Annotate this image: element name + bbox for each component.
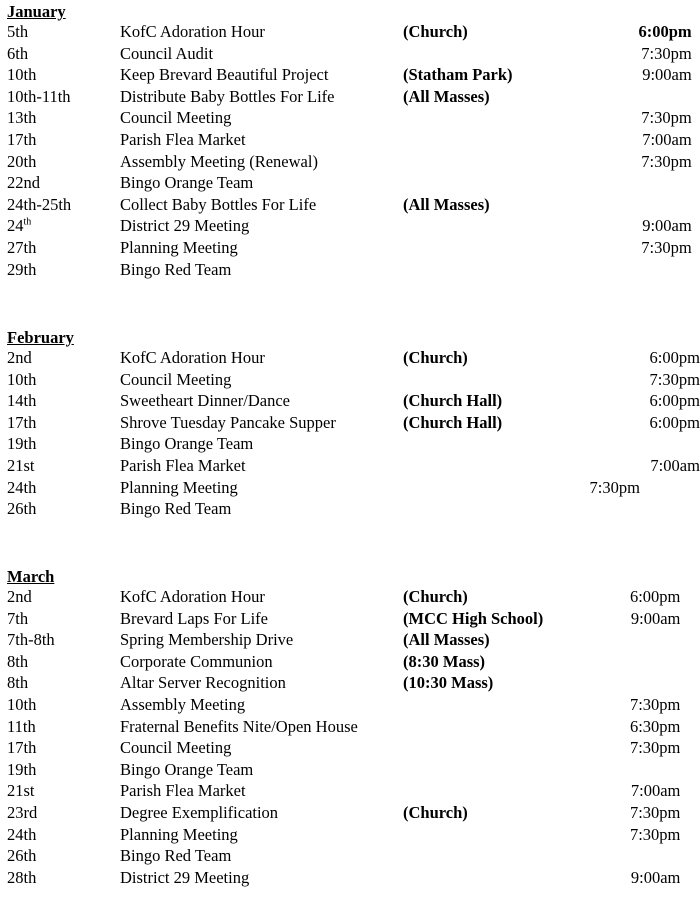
event-row (7, 215, 692, 237)
event-date (7, 802, 37, 824)
event-date-text: 19th (7, 759, 37, 779)
event-title: Altar Server Recognition (120, 673, 286, 693)
event-date-text: 17th (7, 738, 37, 758)
event-title: KofC Adoration Hour (120, 22, 265, 41)
event-title: Shrove Tuesday Pancake Supper (120, 412, 336, 432)
event-row (7, 390, 700, 412)
event-location: (MCC High School) (403, 608, 544, 628)
event-row (7, 107, 692, 129)
event-date-text: 11th (7, 716, 36, 736)
event-date (7, 259, 36, 281)
event-row (7, 412, 700, 434)
event-time: 6:00pm (649, 412, 700, 432)
event-row (7, 259, 232, 281)
event-time: 9:00am (630, 608, 681, 628)
event-date (7, 107, 36, 129)
event-title: Planning Meeting (120, 824, 238, 844)
event-date (7, 433, 36, 455)
event-date-text: 22nd (7, 173, 40, 193)
event-title: Parish Flea Market (120, 781, 246, 801)
event-row (7, 129, 692, 151)
event-time: 6:00pm (638, 22, 692, 41)
event-title: Bingo Orange Team (120, 759, 254, 779)
event-location: (Church) (403, 802, 468, 822)
event-date (7, 151, 36, 173)
event-title: Bingo Red Team (120, 499, 232, 519)
event-row (7, 759, 254, 781)
event-time: 6:00pm (649, 391, 700, 411)
month-section-january (7, 2, 692, 280)
event-time: 7:00am (650, 455, 700, 475)
event-title: Council Audit (120, 43, 214, 63)
event-row (7, 237, 692, 259)
event-title: Collect Baby Bottles For Life (120, 194, 317, 214)
event-row (7, 347, 700, 369)
event-title: Council Meeting (120, 738, 232, 758)
event-date-text: 17th (7, 129, 37, 149)
event-title: Bingo Red Team (120, 259, 232, 279)
event-time: 7:30pm (641, 237, 692, 257)
event-row (7, 651, 486, 673)
event-date (7, 608, 28, 630)
event-row (7, 151, 692, 173)
event-date-text: 21st (7, 781, 35, 801)
event-location: (Church) (403, 22, 468, 41)
event-row (7, 824, 681, 846)
event-date (7, 455, 35, 477)
event-row (7, 64, 692, 86)
event-row (7, 433, 254, 455)
event-date-text: 13th (7, 108, 37, 128)
event-date-text: 28th (7, 867, 37, 887)
event-row (7, 672, 494, 694)
event-time: 7:30pm (629, 738, 681, 758)
event-date (7, 43, 28, 65)
month-heading: March (7, 567, 55, 586)
event-location: (All Masses) (403, 86, 490, 106)
event-row (7, 172, 254, 194)
event-date (7, 672, 28, 694)
event-title: Assembly Meeting (Renewal) (120, 151, 318, 171)
event-row (7, 845, 232, 867)
event-time: 7:30pm (629, 802, 681, 822)
event-location: (Church Hall) (403, 391, 503, 411)
month-section-february (7, 328, 700, 520)
event-time: 9:00am (642, 216, 692, 236)
event-date-text: 10th (7, 65, 37, 85)
event-date-text: 5th (7, 22, 29, 41)
event-title: Planning Meeting (120, 237, 238, 257)
event-date-text: 29th (7, 259, 37, 279)
event-date-text: 27th (7, 237, 37, 257)
event-time: 7:30pm (641, 151, 692, 171)
month-section-march (7, 567, 681, 888)
event-title: Brevard Laps For Life (120, 608, 268, 628)
event-title: Council Meeting (120, 369, 232, 389)
event-date-text: 21st (7, 455, 35, 475)
event-date (7, 129, 36, 151)
event-title: Degree Exemplification (120, 802, 279, 822)
event-location: (Church Hall) (403, 412, 503, 432)
event-row (7, 86, 490, 108)
event-time: 9:00am (630, 867, 681, 887)
event-date-suffix: th (23, 216, 32, 228)
event-date-text: 20th (7, 151, 37, 171)
event-title: KofC Adoration Hour (120, 348, 265, 367)
event-title: District 29 Meeting (120, 216, 250, 236)
event-time: 7:30pm (641, 43, 692, 63)
event-title: Assembly Meeting (120, 694, 246, 714)
event-row (7, 608, 681, 630)
event-location: (Church) (403, 348, 468, 367)
event-date-text: 8th (7, 673, 29, 693)
event-date (7, 694, 36, 716)
event-title: Bingo Red Team (120, 846, 232, 866)
event-date-text: 6th (7, 43, 29, 63)
event-date-text: 10th (7, 369, 37, 389)
event-time: 7:30pm (629, 694, 681, 714)
event-date (7, 759, 36, 781)
event-row (7, 21, 692, 43)
event-row (7, 586, 681, 608)
event-time: 6:00pm (649, 348, 700, 367)
event-date (7, 629, 55, 651)
event-title: District 29 Meeting (120, 867, 250, 887)
event-row (7, 780, 681, 802)
month-heading: February (7, 328, 74, 347)
event-date-text: 24th (7, 824, 37, 844)
event-title: Bingo Orange Team (120, 434, 254, 454)
event-title: Fraternal Benefits Nite/Open House (120, 716, 358, 736)
event-date-text: 17th (7, 412, 37, 432)
event-time: 7:30pm (589, 477, 640, 497)
event-title: Distribute Baby Bottles For Life (120, 86, 335, 106)
event-date-text: 14th (7, 391, 37, 411)
event-date (7, 498, 36, 520)
event-date (7, 21, 28, 43)
event-date-text: 7th-8th (7, 630, 55, 650)
event-date (7, 390, 36, 412)
event-location: (Statham Park) (403, 65, 513, 85)
event-time: 9:00am (642, 65, 692, 85)
event-date-text: 24 (7, 216, 24, 236)
event-date (7, 369, 36, 391)
event-row (7, 369, 700, 391)
event-row (7, 43, 692, 65)
event-date-text: 19th (7, 434, 37, 454)
month-heading: January (7, 2, 66, 21)
event-date (7, 347, 32, 369)
event-title: Parish Flea Market (120, 129, 246, 149)
event-row (7, 194, 490, 216)
event-time: 6:00pm (629, 587, 681, 606)
event-date-text: 8th (7, 651, 29, 671)
event-date (7, 86, 71, 108)
event-date (7, 194, 71, 216)
event-row (7, 737, 681, 759)
event-title: Council Meeting (120, 108, 232, 128)
event-date-text: 24th-25th (7, 194, 72, 214)
event-row (7, 802, 681, 824)
event-row (7, 867, 681, 889)
event-location: (10:30 Mass) (403, 673, 494, 693)
event-time: 7:00am (642, 129, 692, 149)
event-date-text: 26th (7, 846, 37, 866)
event-date (7, 215, 31, 237)
event-row (7, 498, 232, 520)
event-date (7, 412, 36, 434)
event-title: Corporate Communion (120, 651, 273, 671)
event-date-text: 2nd (7, 348, 32, 367)
event-date (7, 824, 36, 846)
event-location: (8:30 Mass) (403, 651, 486, 671)
event-row (7, 694, 681, 716)
event-row (7, 629, 490, 651)
event-time: 7:30pm (629, 824, 681, 844)
event-title: Spring Membership Drive (120, 630, 294, 650)
event-date (7, 845, 36, 867)
event-date-text: 10th (7, 694, 37, 714)
event-date (7, 780, 35, 802)
event-date-text: 2nd (7, 587, 32, 606)
event-date-text: 23rd (7, 802, 38, 822)
event-date (7, 477, 36, 499)
event-title: Planning Meeting (120, 477, 238, 497)
event-location: (All Masses) (403, 194, 490, 214)
event-date-text: 7th (7, 608, 29, 628)
event-title: Bingo Orange Team (120, 173, 254, 193)
event-date-text: 10th-11th (7, 86, 71, 106)
event-date (7, 237, 36, 259)
event-row (7, 477, 640, 499)
event-time: 6:30pm (629, 716, 681, 736)
event-date (7, 867, 36, 889)
event-location: (All Masses) (403, 630, 490, 650)
event-time: 7:00am (630, 781, 681, 801)
event-row (7, 716, 681, 738)
event-date (7, 586, 32, 608)
event-row (7, 455, 700, 477)
event-date (7, 64, 36, 86)
event-date-text: 24th (7, 477, 37, 497)
event-title: Keep Brevard Beautiful Project (120, 65, 329, 85)
event-time: 7:30pm (641, 108, 692, 128)
event-location: (Church) (403, 587, 468, 606)
event-title: Parish Flea Market (120, 455, 246, 475)
event-time: 7:30pm (649, 369, 700, 389)
event-date (7, 651, 28, 673)
event-date (7, 716, 36, 738)
event-date-text: 26th (7, 499, 37, 519)
event-title: KofC Adoration Hour (120, 587, 265, 606)
event-date (7, 172, 40, 194)
event-title: Sweetheart Dinner/Dance (120, 391, 290, 411)
event-date (7, 737, 36, 759)
